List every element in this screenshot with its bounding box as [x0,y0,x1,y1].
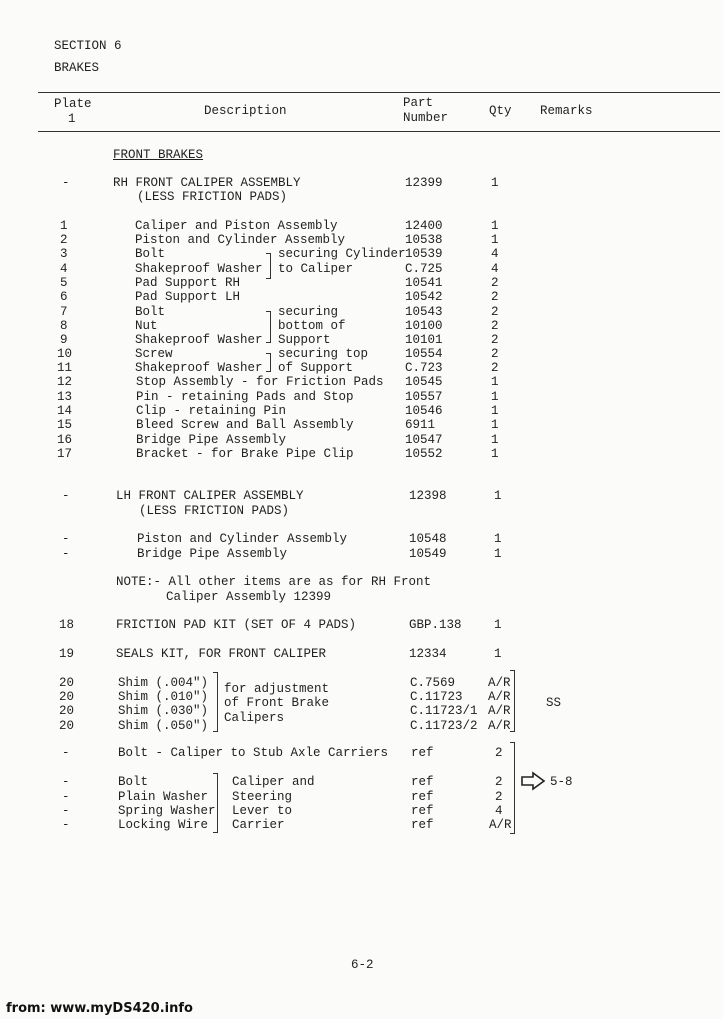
steering-note-1: Caliper and [232,775,315,789]
section-heading: FRONT BRAKES [113,148,204,162]
bracket-support-top [266,353,271,372]
table-top-rule [38,92,720,93]
ref-remark: 5-8 [550,775,573,789]
col-part: Part [403,96,434,110]
bracket-ref-qty [510,742,515,834]
col-qty: Qty [489,104,512,118]
section-label: SECTION 6 [54,39,122,53]
note-bottom-of: bottom of [278,319,346,333]
shim-note-2: of Front Brake [224,696,330,710]
col-plate: Plate [54,97,92,111]
note-line-2: Caliper Assembly 12399 [166,590,332,604]
bracket-cylinder [266,253,271,279]
steering-note-2: Steering [232,790,293,804]
table-header-rule [38,131,720,132]
bracket-support-bottom [266,311,271,343]
col-remarks: Remarks [540,104,593,118]
page-number: 6-2 [351,958,374,972]
steering-note-4: Carrier [232,818,285,832]
source-footer: from: www.myDS420.info [6,1001,193,1016]
bracket-shims [213,672,218,732]
note-support: Support [278,333,331,347]
col-part-number: Number [403,111,449,125]
note-of-support: of Support [278,361,354,375]
note-line-1: NOTE:- All other items are as for RH Front [116,575,432,589]
note-to-caliper: to Caliper [278,262,354,276]
section-title: BRAKES [54,61,100,75]
col-plate-num: 1 [68,112,76,126]
bracket-shim-qty [510,670,515,732]
note-securing-top: securing top [278,347,369,361]
steering-note-3: Lever to [232,804,293,818]
bracket-steering [213,773,218,833]
note-securing-cylinder: securing Cylinder [278,247,406,261]
arrow-right-icon [520,771,546,791]
note-securing: securing [278,305,339,319]
shim-note-3: Calipers [224,711,285,725]
shim-note-1: for adjustment [224,682,330,696]
col-description: Description [204,104,287,118]
shim-remark: SS [546,696,562,710]
